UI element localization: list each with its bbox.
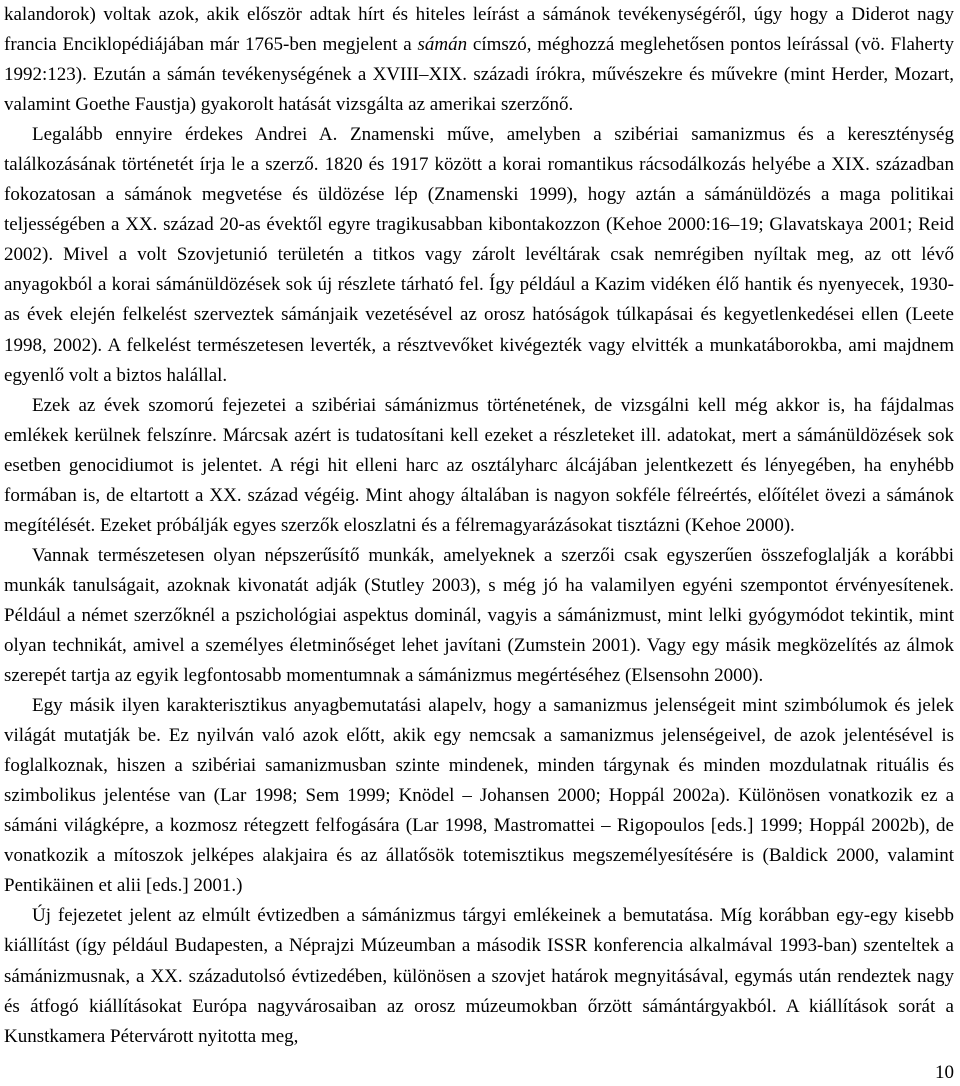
paragraph-text: Legalább ennyire érdekes Andrei A. Znamenski műve, amelyben a szibériai samanizmus és a kereszténység találkozásának történetét írja le a szerző. 1820 és 1917 között a korai romantikus rácsodálkozás helyébe a XIX. században fokozatosan a sámánok megvetése és üldözése lép (Znamenski 1999), hogy aztán a sámánüldözés a maga politikai teljességében a XX. század 20-as évektől egyre tragikusabban kibontakozzon (Kehoe 2000:16–19; Glavatskaya 2001; Reid 2002). Mivel a volt Szovjetunió területén a titkos vagy zárolt levéltárak csak nemrégiben nyíltak meg, az ott lévő anyagokból a korai sámánüldözések sok új részlete tárható fel. Így például a Kazim vidéken élő hantik és nyenyecek, 1930-as évek elején felkelést szerveztek sámánjaik vezetésével az orosz hatóságok túlkapásai és kegyetlenkedései ellen (Leete 1998, 2002). A felkelést természetesen leverték, a résztvevőket kivégezték vagy elvitték a munkatáborokba, ami majdnem egyenlő volt a biztos halállal. <box>4 124 954 386</box>
body-paragraph <box>4 0 954 120</box>
italic-term: sámán <box>417 34 468 56</box>
body-paragraph <box>4 691 954 901</box>
document-page <box>4 0 954 1052</box>
paragraph-text: Vannak természetesen olyan népszerűsítő munkák, amelyeknek a szerzői csak egyszerűen összefoglalják a korábbi munkák tanulságait, azoknak kivonatát adják (Stutley 2003), s még jó ha valamilyen egyéni szempontot érvényesítenek. Például a német szerzőknél a pszichológiai aspektus dominál, vagyis a sámánizmust, mint lelki gyógymódot tekintik, mint olyan technikát, amivel a személyes életminőséget lehet javítani (Zumstein 2001). Vagy egy másik megközelítés az álmok szerepét tartja az egyik legfontosabb momentumnak a sámánizmus megértéséhez (Elsensohn 2000). <box>4 544 954 687</box>
page-number: 10 <box>935 1062 954 1083</box>
body-paragraph <box>4 120 954 390</box>
paragraph-text: címszó, méghozzá meglehetősen pontos leírással (vö. Flaherty 1992:123). Ezután a sámán tevékenységének a XVIII–XIX. századi írókra, művészekre és művekre (mint Herder, Mozart, valamint Goethe Faustja) gyakorolt hatását vizsgálta az amerikai szerzőnő. <box>4 34 954 116</box>
body-paragraph <box>4 901 954 1051</box>
body-paragraph <box>4 541 954 691</box>
paragraph-text: Egy másik ilyen karakterisztikus anyagbemutatási alapelv, hogy a samanizmus jelenségeit mint szimbólumok és jelek világát mutatják be. Ez nyilván való azok előtt, akik egy nemcsak a samanizmus jelenségeivel, de azok jelentésével is foglalkoznak, hiszen a szibériai samanizmusban szinte mindenek, minden tárgynak és minden mozdulatnak rituális és szimbolikus jelentése van (Lar 1998; Sem 1999; Knödel – Johansen 2000; Hoppál 2002a). Különösen vonatkozik ez a sámáni világképre, a kozmosz rétegzett felfogására (Lar 1998, Mastromattei – Rigopoulos [eds.] 1999; Hoppál 2002b), de vonatkozik a mítoszok jelképes alakjaira és az állatősök totemisztikus megszemélyesítésére is (Baldick 2000, valamint Pentikäinen et alii [eds.] 2001.) <box>4 695 954 897</box>
paragraph-text: Új fejezetet jelent az elmúlt évtizedben a sámánizmus tárgyi emlékeinek a bemutatása. Míg korábban egy-egy kisebb kiállítást (így például Budapesten, a Néprajzi Múzeumban a második ISSR konferencia alkalmával 1993-ban) szenteltek a sámánizmusnak, a XX. századutolsó évtizedében, különösen a szovjet határok megnyitásával, egymás után rendeztek nagy és átfogó kiállításokat Európa nagyvárosaiban az orosz múzeumokban őrzött sámántárgyakból. A kiállítások sorát a Kunstkamera Pétervárott nyitotta meg, <box>4 905 954 1047</box>
paragraph-text: Ezek az évek szomorú fejezetei a szibériai sámánizmus történetének, de vizsgálni kell még akkor is, ha fájdalmas emlékek kerülnek felszínre. Márcsak azért is tudatosítani kell ezeket a részleteket ill. adatokat, mert a sámánüldözések sok esetben genocidiumot is jelentet. A régi hit elleni harc az osztályharc álcájában jelentkezett és lényegében, ha enyhébb formában is, de eltartott a XX. század végéig. Mint ahogy általában is nagyon sokféle félreértés, előítélet övezi a sámánok megítélését. Ezeket próbálják egyes szerzők eloszlatni és a félremagyarázásokat tisztázni (Kehoe 2000). <box>4 394 954 536</box>
body-paragraph <box>4 391 954 541</box>
paragraph-text: kalandorok) voltak azok, akik először adtak hírt és hiteles leírást a sámánok tevékenységéről, úgy hogy a Diderot nagy francia Enciklopédiájában már 1765-ben megjelent a <box>4 4 954 56</box>
